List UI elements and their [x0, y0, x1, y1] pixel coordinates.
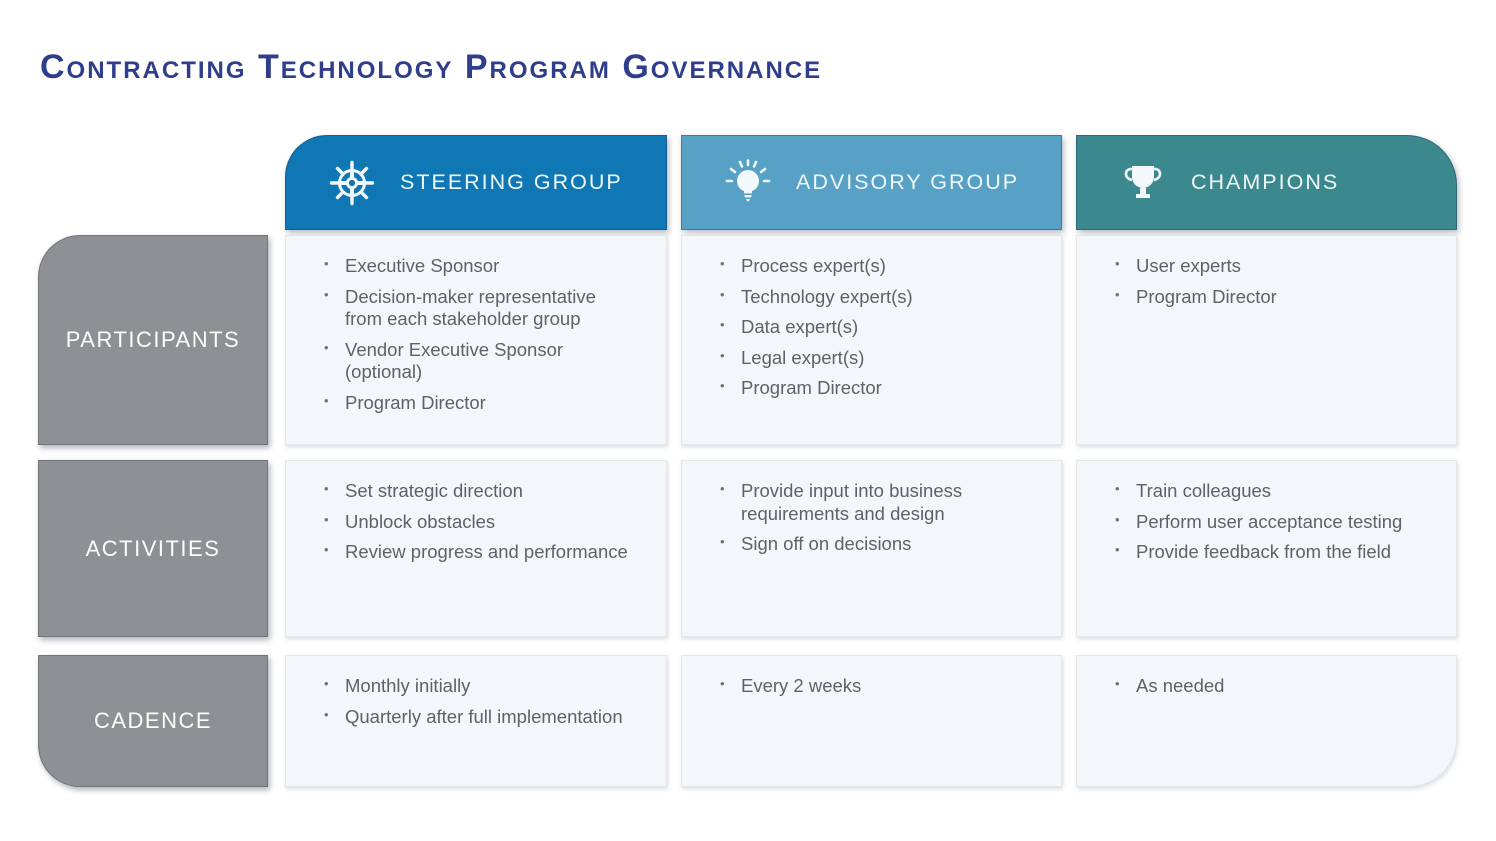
cell-cadence-champions [1076, 655, 1457, 787]
column-header-label: CHAMPIONS [1191, 170, 1340, 194]
bullet-item: • Sign off on decisions [718, 533, 1033, 556]
bullet-item: • Quarterly after full implementation [322, 706, 638, 729]
cell-activities-steering [285, 460, 667, 637]
lightbulb-icon [724, 159, 772, 207]
bullet-item: • User experts [1113, 255, 1428, 278]
ship-wheel-icon [328, 159, 376, 207]
bullet-item: • Legal expert(s) [718, 347, 1033, 370]
bullet-item: • Technology expert(s) [718, 286, 1033, 309]
cell-participants-steering [285, 235, 667, 445]
row-label-participants: PARTICIPANTS [38, 235, 268, 445]
bullet-item: • Every 2 weeks [718, 675, 1033, 698]
bullet-item: • Decision-maker representative from each stakeholder group [322, 286, 638, 331]
cell-participants-champions [1076, 235, 1457, 445]
bullet-item: • As needed [1113, 675, 1428, 698]
column-header-label: STEERING GROUP [400, 170, 623, 194]
bullet-item: • Train colleagues [1113, 480, 1428, 503]
page-title: Contracting Technology Program Governance [40, 48, 823, 86]
bullet-item: • Provide input into business requirements and design [718, 480, 1033, 525]
bullet-item: • Perform user acceptance testing [1113, 511, 1428, 534]
governance-matrix [38, 135, 1457, 787]
cell-cadence-steering [285, 655, 667, 787]
cell-activities-champions [1076, 460, 1457, 637]
bullet-item: • Provide feedback from the field [1113, 541, 1428, 564]
bullet-item: • Monthly initially [322, 675, 638, 698]
bullet-item: • Unblock obstacles [322, 511, 638, 534]
column-header-label: ADVISORY GROUP [796, 170, 1020, 194]
column-header-steering [285, 135, 667, 230]
row-label-cadence: CADENCE [38, 655, 268, 787]
bullet-item: • Program Director [718, 377, 1033, 400]
bullet-item: • Program Director [1113, 286, 1428, 309]
row-label-activities: ACTIVITIES [38, 460, 268, 637]
bullet-item: • Executive Sponsor [322, 255, 638, 278]
cell-cadence-advisory [681, 655, 1062, 787]
column-header-advisory [681, 135, 1062, 230]
bullet-item: • Data expert(s) [718, 316, 1033, 339]
bullet-item: • Process expert(s) [718, 255, 1033, 278]
bullet-item: • Program Director [322, 392, 638, 415]
column-header-champions [1076, 135, 1457, 230]
cell-activities-advisory [681, 460, 1062, 637]
cell-participants-advisory [681, 235, 1062, 445]
bullet-item: • Review progress and performance [322, 541, 638, 564]
bullet-item: • Set strategic direction [322, 480, 638, 503]
trophy-icon [1119, 159, 1167, 207]
bullet-item: • Vendor Executive Sponsor (optional) [322, 339, 638, 384]
